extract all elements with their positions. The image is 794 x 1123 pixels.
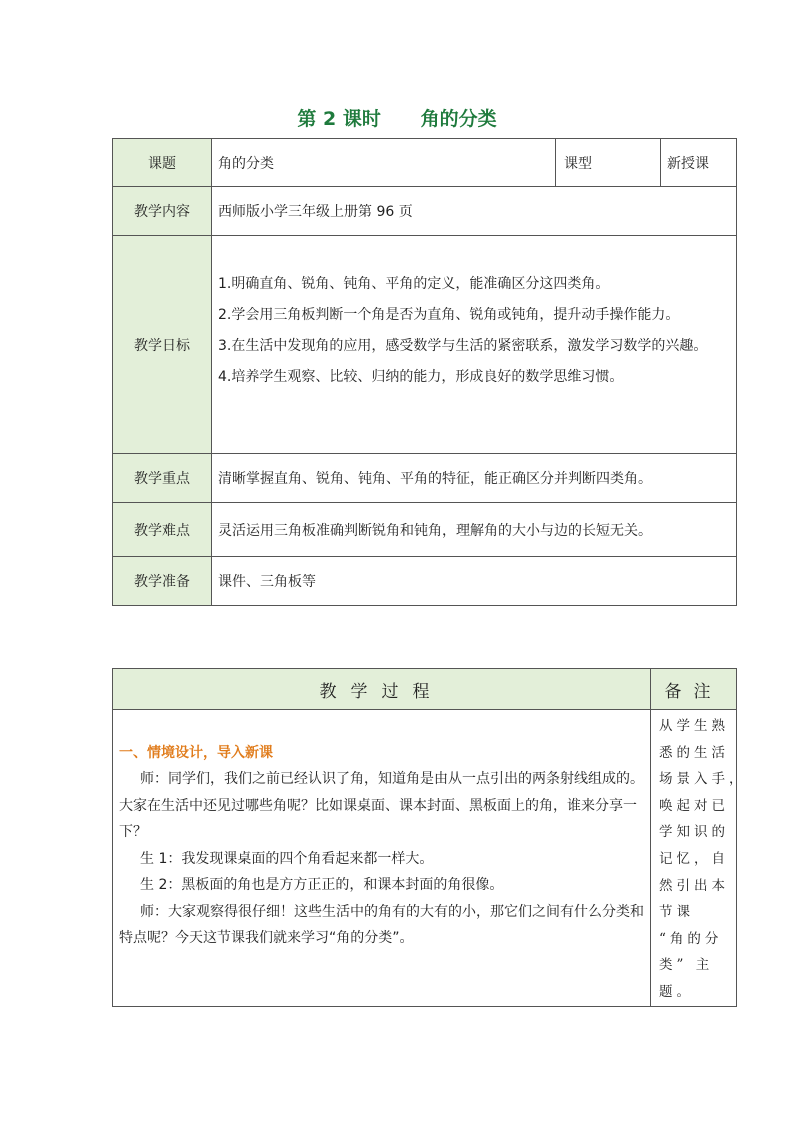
goal-item: 2.学会用三角板判断一个角是否为直角、锐角或钝角，提升动手操作能力。 [218,307,680,323]
note-line: 然引出本 [659,877,729,894]
notes-body [651,710,747,1007]
lesson-info-table [112,138,737,606]
lesson-number: 第 2 课时 [297,108,381,130]
note-line: 记忆，自 [659,850,729,867]
process-header-row [113,669,737,710]
content-row [113,187,737,236]
topic-label: 课题 [113,139,212,187]
content-label: 教学内容 [113,187,212,236]
focus-label: 教学重点 [113,454,212,503]
topic-value: 角的分类 [212,139,556,187]
note-line: 题。 [659,983,694,1000]
prep-row [113,557,737,606]
dialogue-paragraph: 师：同学们，我们之前已经认识了角，知道角是由从一点引出的两条射线组成的。大家在生活中还见过哪些角呢？比如课桌面、课本封面、黑板面上的角，谁来分享一下？ [119,771,644,840]
goal-item: 1.明确直角、锐角、钝角、平角的定义，能准确区分这四类角。 [218,276,610,292]
teaching-process-table [112,668,747,1007]
difficulty-row [113,503,737,557]
note-line: 唤起对已 [659,797,729,814]
process-body [113,710,651,1007]
notes-header: 备注 [651,669,737,710]
dialogue-paragraph: 生 1：我发现课桌面的四个角看起来都一样大。 [140,850,434,867]
dialogue-paragraph: 师：大家观察得很仔细！这些生活中的角有的大有的小，那它们之间有什么分类和特点呢？今天这节课我们就来学习“角的分类”。 [119,903,644,946]
prep-label: 教学准备 [113,557,212,606]
note-line: 从学生熟 [659,718,729,734]
title-gap [381,108,421,130]
goals-label: 教学日标 [113,236,212,454]
topic-row [113,139,737,187]
lesson-topic: 角的分类 [420,108,497,130]
page-title [0,104,794,131]
prep-value: 课件、三角板等 [212,557,737,606]
difficulty-value: 灵活运用三角板准确判断锐角和钝角，理解角的大小与边的长短无关。 [212,503,737,557]
process-header: 教学过程 [113,669,651,710]
goals-row [113,236,737,454]
difficulty-label: 教学难点 [113,503,212,557]
note-line: 节课 [659,904,694,921]
note-line: 类” 主 [659,957,714,974]
note-line: 悉的生活 [659,744,729,761]
note-line: 场景入手， [659,771,747,788]
section-title: 一、情境设计，导入新课 [119,745,273,761]
goal-item: 3.在生活中发现角的应用，感受数学与生活的紧密联系，激发学习数学的兴趣。 [218,338,708,354]
dialogue-paragraph: 生 2：黑板面的角也是方方正正的，和课本封面的角很像。 [140,877,504,893]
note-line: 学知识的 [659,824,729,841]
type-label: 课型 [556,139,661,187]
process-body-row [113,710,737,1007]
focus-value: 清晰掌握直角、锐角、钝角、平角的特征，能正确区分并判断四类角。 [212,454,737,503]
type-value: 新授课 [661,139,737,187]
focus-row [113,454,737,503]
goals-cell [212,236,737,454]
goal-item: 4.培养学生观察、比较、归纳的能力，形成良好的数学思维习惯。 [218,369,624,385]
note-line: “角的分 [659,930,723,947]
content-value: 西师版小学三年级上册第 96 页 [212,187,737,236]
